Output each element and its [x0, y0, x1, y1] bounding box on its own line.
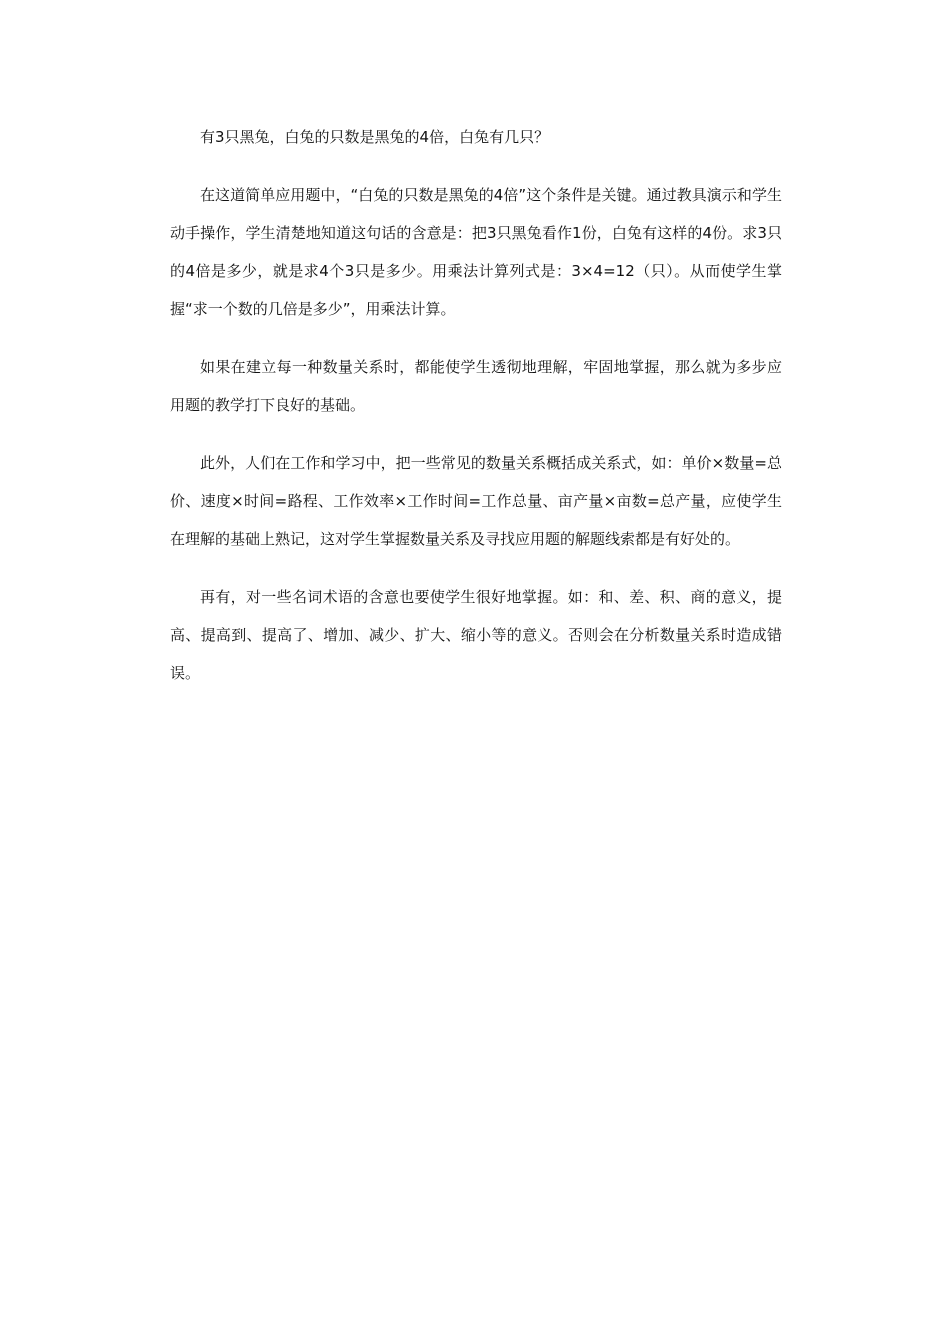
- paragraph-question: 有3只黑兔，白兔的只数是黑兔的4倍，白兔有几只？: [200, 128, 550, 146]
- paragraph-analysis: 在这道简单应用题中，“白兔的只数是黑兔的4倍”这个条件是关键。通过教具演示和学生动手操作，学生清楚地知道这句话的含意是：把3只黑兔看作1份，白兔有这样的4份。求3只的4倍是多少，就是求4个3只是多少。用乘法计算列式是：3×4=12（只）。从而使学生掌握“求一个数的几倍是多少”，用乘法计算。: [170, 186, 782, 318]
- paragraph-foundation: 如果在建立每一种数量关系时，都能使学生透彻地理解，牢固地掌握，那么就为多步应用题的教学打下良好的基础。: [170, 358, 782, 414]
- paragraph-relations: 此外，人们在工作和学习中，把一些常见的数量关系概括成关系式，如：单价×数量=总价、速度×时间=路程、工作效率×工作时间=工作总量、亩产量×亩数=总产量，应使学生在理解的基础上熟记，这对学生掌握数量关系及寻找应用题的解题线索都是有好处的。: [170, 454, 782, 548]
- document-body: [170, 118, 782, 712]
- paragraph-terms: 再有，对一些名词术语的含意也要使学生很好地掌握。如：和、差、积、商的意义，提高、提高到、提高了、增加、减少、扩大、缩小等的意义。否则会在分析数量关系时造成错误。: [170, 588, 782, 682]
